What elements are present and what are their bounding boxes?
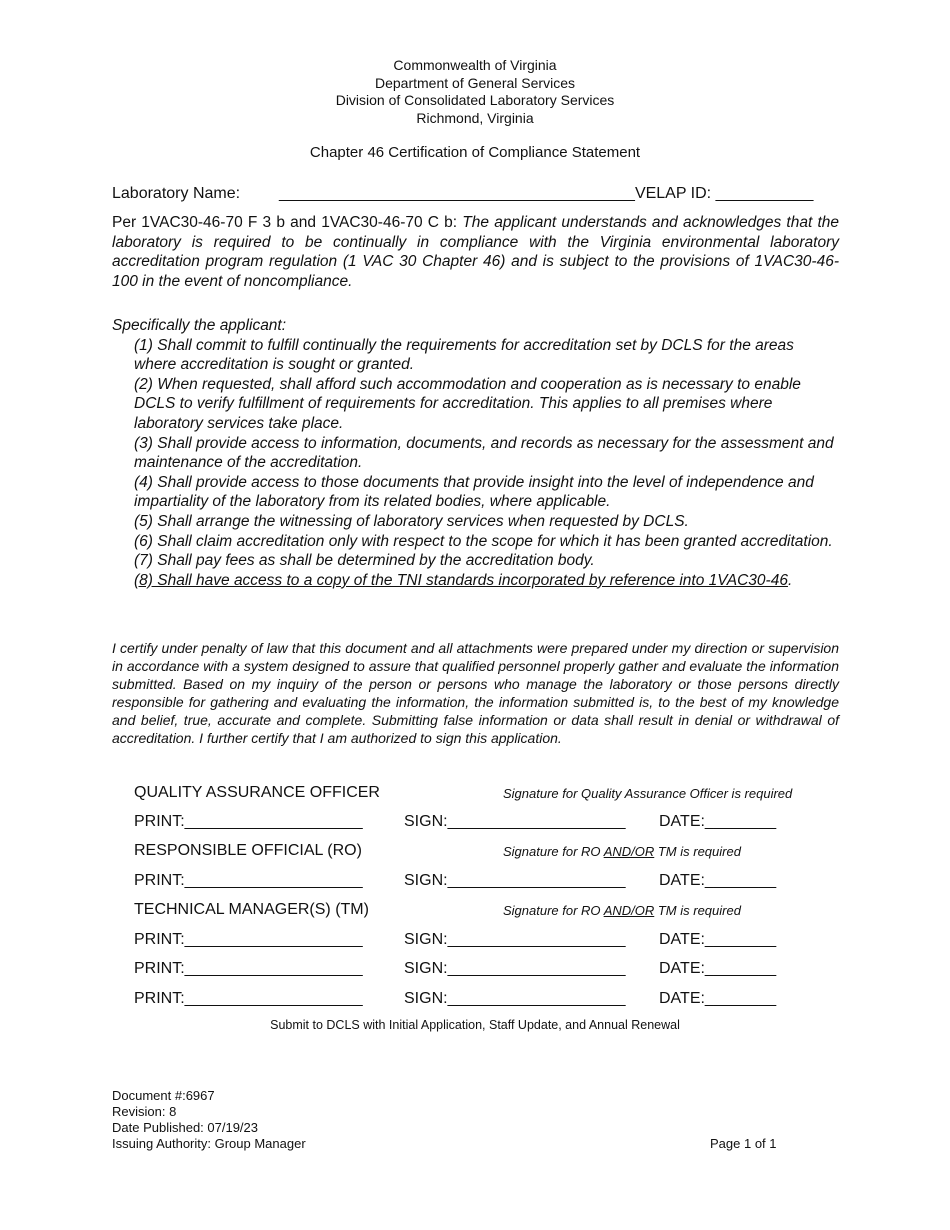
header-department: Department of General Services <box>375 75 575 91</box>
ro-note-andor: AND/OR <box>603 844 655 859</box>
footer-issuing-authority: Issuing Authority: Group Manager <box>112 1136 306 1151</box>
print-name-field[interactable]: PRINT:____________________ <box>134 990 363 1007</box>
page-number: Page 1 of 1 <box>710 1136 777 1151</box>
date-field[interactable]: DATE:________ <box>659 813 777 830</box>
obligation-item: (7) Shall pay fees as shall be determined by the accreditation body. <box>134 552 595 570</box>
obligation-item: (4) Shall provide access to those documents that provide insight into the level of independence and impartiality of the laboratory from its related bodies, where applicable. <box>134 473 814 511</box>
header-division: Division of Consolidated Laboratory Services <box>335 92 615 108</box>
header-city: Richmond, Virginia <box>416 110 534 126</box>
obligations-heading: Specifically the applicant: <box>112 317 287 334</box>
date-field[interactable]: DATE:________ <box>659 990 777 1007</box>
laboratory-name-field[interactable]: ________________________________________ <box>279 185 635 202</box>
header-agency: Commonwealth of Virginia <box>393 57 557 73</box>
tm-requirement-note <box>503 903 741 918</box>
signature-field[interactable]: SIGN:____________________ <box>404 872 626 889</box>
date-field[interactable]: DATE:________ <box>659 872 777 889</box>
ro-note-part: TM is required <box>654 844 741 859</box>
print-name-field[interactable]: PRINT:____________________ <box>134 872 363 889</box>
submission-note: Submit to DCLS with Initial Application, Staff Update, and Annual Renewal <box>270 1018 680 1032</box>
obligation-item: (3) Shall provide access to information, documents, and records as necessary for the assessment and maintenance of the accreditation. <box>134 434 834 472</box>
signature-field[interactable]: SIGN:____________________ <box>404 990 626 1007</box>
obligation-item: (2) When requested, shall afford such accommodation and cooperation as is necessary to enable DCLS to verify fulfillment of requirements for accreditation. This applies to all premises where laboratory services take place. <box>134 375 801 432</box>
velap-id-field[interactable]: VELAP ID: ___________ <box>634 185 814 202</box>
print-name-field[interactable]: PRINT:____________________ <box>134 813 363 830</box>
date-field[interactable]: DATE:________ <box>659 931 777 948</box>
print-name-field[interactable]: PRINT:____________________ <box>134 931 363 948</box>
obligation-item: (5) Shall arrange the witnessing of laboratory services when requested by DCLS. <box>134 512 689 530</box>
tm-note-part: TM is required <box>654 903 741 918</box>
obligation-item: (6) Shall claim accreditation only with respect to the scope for which it has been granted accreditation. <box>134 532 833 550</box>
per-statement <box>112 213 839 291</box>
obligation-item-8-text: (8) Shall have access to a copy of the TNI standards incorporated by reference into 1VAC30-46 <box>134 571 788 589</box>
date-field[interactable]: DATE:________ <box>659 960 777 977</box>
applicant-obligations <box>112 316 839 590</box>
tm-note-andor: AND/OR <box>603 903 655 918</box>
per-statement-citation: Per 1VAC30-46-70 F 3 b and 1VAC30-46-70 C b: <box>112 214 463 231</box>
obligation-item: (1) Shall commit to fulfill continually the requirements for accreditation set by DCLS for the areas where accreditation is sought or granted. <box>134 336 794 374</box>
certification-statement: I certify under penalty of law that this document and all attachments were prepared under my direction or supervision in accordance with a system designed to assure that qualified personnel properly gather and evaluate the information submitted. Based on my inquiry of the person or persons who manage the laboratory or those persons directly responsible for gathering and evaluating the information, the information submitted is, to the best of my knowledge and belief, true, accurate and complete. Submitting false information or data shall result in denial or withdrawal of accreditation. I further certify that I am authorized to sign this application. <box>112 640 839 746</box>
ro-heading: RESPONSIBLE OFFICIAL (RO) <box>134 842 362 859</box>
laboratory-name-label: Laboratory Name: <box>112 185 241 202</box>
qao-requirement-note: Signature for Quality Assurance Officer is required <box>503 786 793 801</box>
footer-revision: Revision: 8 <box>112 1104 177 1119</box>
ro-requirement-note <box>503 844 741 859</box>
tm-heading: TECHNICAL MANAGER(S) (TM) <box>134 901 369 918</box>
ro-note-part: Signature for RO <box>503 844 604 859</box>
obligation-item <box>134 571 839 591</box>
footer-date-published: Date Published: 07/19/23 <box>112 1120 258 1135</box>
signature-field[interactable]: SIGN:____________________ <box>404 931 626 948</box>
print-name-field[interactable]: PRINT:____________________ <box>134 960 363 977</box>
signature-field[interactable]: SIGN:____________________ <box>404 813 626 830</box>
footer-document-number: Document #:6967 <box>112 1088 215 1103</box>
obligation-item-8-period: . <box>787 571 793 589</box>
document-title: Chapter 46 Certification of Compliance Statement <box>309 144 641 161</box>
tm-note-part: Signature for RO <box>503 903 604 918</box>
per-statement-text: The applicant understands and acknowledges that the laboratory is required to be continually in compliance with the Virginia environmental laboratory accreditation program regulation (1 VAC 30 Chapter 46) and is subject to the provisions of 1VAC30-46-100 in the event of noncompliance. <box>112 214 839 290</box>
qao-heading: QUALITY ASSURANCE OFFICER <box>134 784 380 801</box>
signature-field[interactable]: SIGN:____________________ <box>404 960 626 977</box>
laboratory-name-row <box>112 185 813 203</box>
